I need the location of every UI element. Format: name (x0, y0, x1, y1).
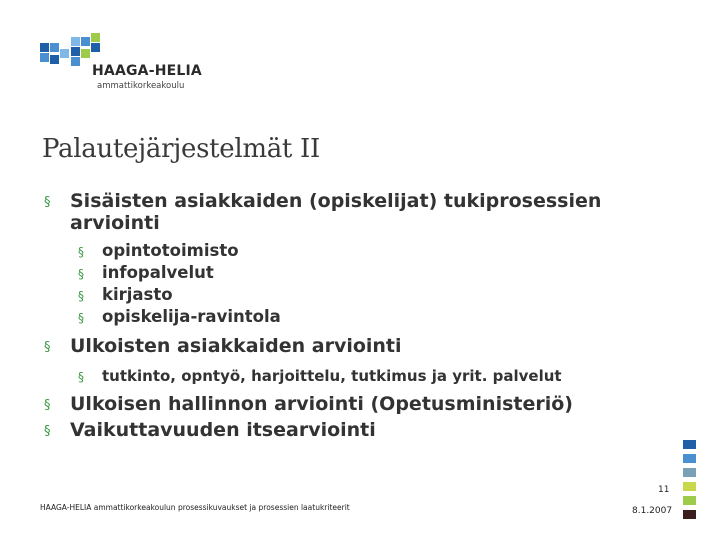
page-number: 11 (658, 485, 670, 495)
sub-bullet-item (44, 365, 684, 387)
logo-square (81, 37, 90, 46)
bullet-text: Sisäisten asiakkaiden (opiskelijat) tukiprosessien (70, 190, 602, 212)
bullet-marker: § (44, 340, 51, 355)
logo-square (91, 43, 100, 52)
bullet-item (44, 335, 684, 357)
slide-title: Palautejärjestelmät II (42, 134, 320, 164)
bullet-list (44, 190, 684, 441)
bullet-marker: § (78, 289, 84, 303)
bullet-marker: § (78, 311, 84, 325)
sub-bullet-item (44, 262, 684, 284)
logo-square (71, 47, 80, 56)
color-block (683, 440, 696, 449)
logo-square (60, 49, 69, 58)
bullet-marker: § (78, 245, 84, 259)
bullet-text: opiskelija-ravintola (102, 307, 281, 326)
logo-square (40, 53, 49, 62)
bullet-item (44, 393, 684, 415)
sub-bullet-item (44, 240, 684, 262)
color-stack-decoration (683, 440, 696, 524)
bullet-marker: § (44, 398, 51, 413)
logo-square (71, 37, 80, 46)
haaga-helia-logo (40, 33, 210, 95)
bullet-marker: § (78, 267, 84, 281)
bullet-text: tutkinto, opntyö, harjoittelu, tutkimus ja yrit. palvelut (102, 367, 562, 385)
logo-square (91, 33, 100, 42)
bullet-item (44, 190, 684, 212)
color-block (683, 496, 696, 505)
footer-date: 8.1.2007 (632, 506, 673, 516)
bullet-item-continuation (44, 212, 684, 234)
color-block (683, 468, 696, 477)
bullet-marker: § (78, 370, 84, 384)
bullet-text: arviointi (70, 212, 160, 234)
color-block (683, 482, 696, 491)
color-block (683, 454, 696, 463)
bullet-text: Ulkoisten asiakkaiden arviointi (70, 335, 402, 357)
logo-square (50, 43, 59, 52)
color-block (683, 510, 696, 519)
bullet-marker: § (44, 424, 51, 439)
bullet-item (44, 419, 684, 441)
bullet-text: kirjasto (102, 285, 173, 304)
logo-square (50, 55, 59, 64)
footer-text: HAAGA-HELIA ammattikorkeakoulun prosessikuvaukset ja prosessien laatukriteerit (40, 503, 350, 512)
bullet-text: Vaikuttavuuden itsearviointi (70, 419, 376, 441)
sub-bullet-item (44, 284, 684, 306)
bullet-text: Ulkoisen hallinnon arviointi (Opetusministeriö) (70, 393, 573, 415)
logo-square (81, 49, 90, 58)
bullet-marker: § (44, 195, 51, 210)
bullet-text: infopalvelut (102, 263, 214, 282)
logo-square (40, 43, 49, 52)
logo-square (71, 57, 80, 66)
sub-bullet-item (44, 306, 684, 328)
logo-tagline: ammattikorkeakoulu (97, 81, 185, 91)
bullet-text: opintotoimisto (102, 241, 239, 260)
logo-name: HAAGA-HELIA (92, 63, 202, 79)
